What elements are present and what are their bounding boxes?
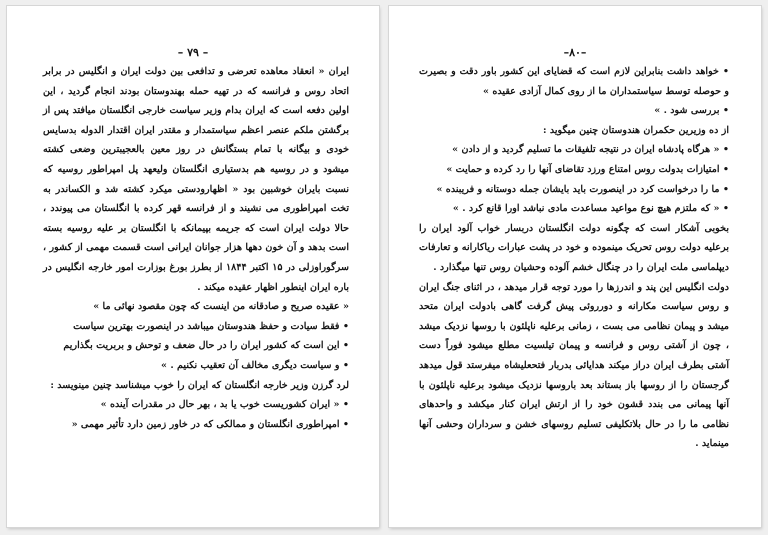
bullet-line: • ما را درخواست کرد در اینصورت باید بایشان جمله دوستانه و فریبنده » <box>419 180 729 200</box>
bullet-line: • « که ملتزم هیچ نوع مواعید مساعدت مادی نباشد اورا قانع کرد . » <box>419 199 729 219</box>
bullet-line: • « هرگاه پادشاه ایران در نتیجه تلفیقات ما تسلیم گردید و از دادن » <box>419 140 729 160</box>
left-page-body <box>7 62 379 434</box>
bullet-line: • بررسی شود . » <box>419 101 729 121</box>
page-number-79: – ۷۹ – <box>177 46 209 59</box>
right-page <box>389 6 761 527</box>
bullet-line: • این است که کشور ایران را در حال ضعف و توحش و بربریت بگذاریم <box>43 336 349 356</box>
paragraph: ایران « انعقاد معاهده تعرضی و تدافعی بین دولت ایران و انگلیس در برابر اتحاد روس و فرانسه که در تهیه حمله بهندوستان بودند انجام گردید ، این اولین دفعه است که ایران بدام وزیر سیاست خارجی انگلستان میافتد پس از برگشتن ملکم عنصر اعظم سیاستمدار و مقتدر ایران اقتدار الدوله بدسایس خودی و بیگانه با تمام بستگانش در روز معین بالعجیبترین وضعی کشته میشود و در روسیه هم بدستیاری انگلستان ولیعهد پل امپراطور روسیه که نسبت بایران خوشبین بود « اظهارودستی میکرد کشته شد و الکساندر به تخت امپراطوری می نشیند و از فرانسه قهر کرده با انگلستان می پیوندد ، حالا دولت ایران است که جریمه بپیمانکه با انگلستان بر علیه روسیه بسته است بدهد و آن خون دهها هزار جوانان ایرانی است قسمت مهمی از کشور ، سرگوراوزلی در ۱۵ اکتبر ۱۸۴۴ از بطرز بورغ بوزارت امور خارجه انگلیس در باره ایران اینطور اظهار عقیده میکند . <box>43 66 349 293</box>
bullet-line: • و سیاست دیگری مخالف آن تعقیب نکنیم . » <box>43 356 349 376</box>
paragraph: دولت انگلیس این پند و اندرزها را مورد توجه قرار میدهد ، در اثنای جنگ ایران و روس سیاست مکارانه و دورروئی پیش گرفت گاهی بادولت ایران متحد میشد و پیمان نظامی می بست ، زمانی برعلیه ناپلئون با روسها نزدیک میشد ، چون از آشتی روس و فرانسه و پیمان تیلسیت مطلع میشود فوراً دست آشتی بطرف ایران دراز میکند هدایائی بدربار فتحعلیشاه میفرستد قول میدهد گرجستان را از روسها باز بستاند بعد باروسها نزدیک میشود برعلیه ناپلئون با آنها پیمانی می بندد قشون خود را از ارتش ایران کنار میکشد و واحدهای نظامی ما را در حال بلاتکلیفی تسلیم روسهای خشن و سرداران وحشی آنها مینماید . <box>419 281 729 450</box>
paragraph: لرد گرزن وزیر خارجه انگلستان که ایران را خوب میشناسد چنین مینویسد : <box>50 379 349 391</box>
bullet-line: • امپراطوری انگلستان و ممالکی که در خاور زمین دارد تأثیر مهمی « <box>43 415 349 435</box>
bullet-line: • « ایران کشوریست خوب یا بد ، بهر حال در مقدرات آینده » <box>43 395 349 415</box>
bullet-line: • فقط سیادت و حفظ هندوستان میباشد در اینصورت بهترین سیاست <box>43 317 349 337</box>
paragraph: « عقیده صریح و صادقانه من اینست که چون مقصود نهائی ما » <box>93 301 349 313</box>
paragraph: بخوبی آشکار است که چگونه دولت انگلستان دربسار خواب آلود ایران را برعلیه دولت روس تحریک مینموده و خود در پشت عبارات ریاکارانه و تعارفات دیپلماسی ملت ایران را در چنگال خشم آلوده وحشیان روس تنها میگذارد . <box>419 222 729 273</box>
right-page-body <box>389 62 761 454</box>
bullet-line: • خواهد داشت بنابراین لازم است که قضایای این کشور باور دقت و بصیرت و حوصله توسط سیاستمداران ما از روی کمال آزادی عقیده » <box>419 62 729 101</box>
paragraph: از ده وزیرین حکمران هندوستان چنین میگوید : <box>542 124 729 136</box>
bullet-line: • امتیازات بدولت روس امتناع ورزد تقاضای آنها را رد کرده و حمایت » <box>419 160 729 180</box>
left-page <box>7 6 379 527</box>
page-number-80: –۸۰– <box>563 46 587 59</box>
